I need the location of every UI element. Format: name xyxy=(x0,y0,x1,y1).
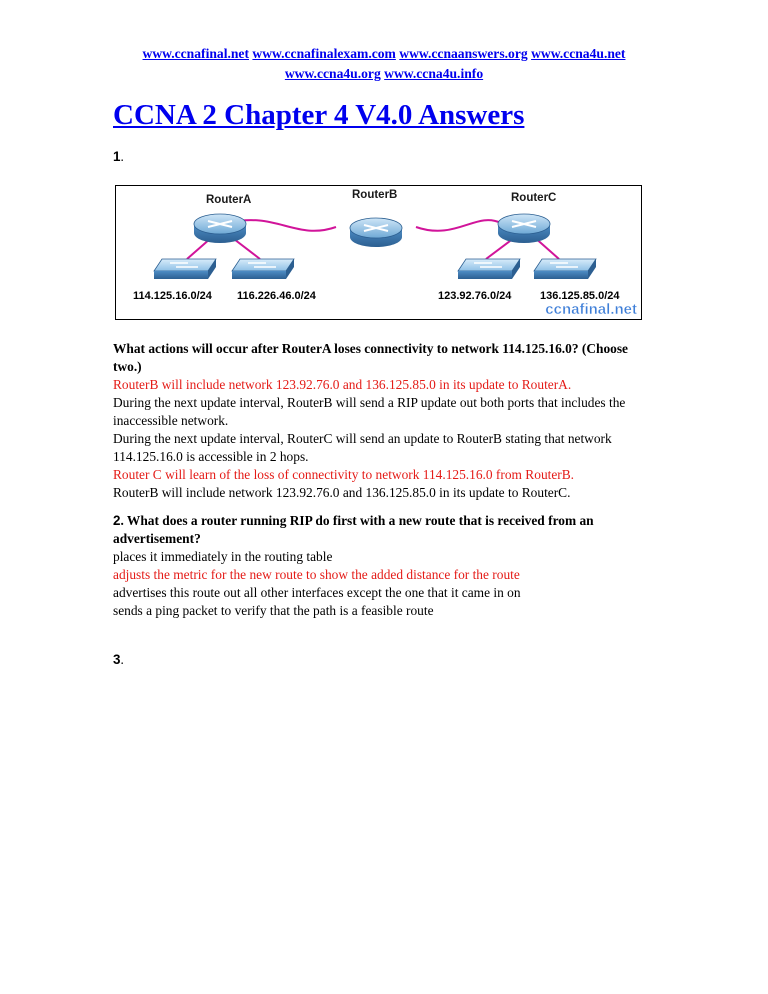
router-c-icon xyxy=(498,214,550,243)
network-topology-figure xyxy=(115,185,642,320)
link-ccnafinal-net[interactable]: www.ccnafinal.net xyxy=(142,46,249,61)
question-3-number-value: 3 xyxy=(113,652,121,667)
question-2-number-suffix: . xyxy=(120,513,127,528)
router-c-label: RouterC xyxy=(511,192,557,204)
link-ccnaanswers-org[interactable]: www.ccnaanswers.org xyxy=(399,46,528,61)
page-title: CCNA 2 Chapter 4 V4.0 Answers xyxy=(113,99,525,131)
header-links-row-1 xyxy=(100,44,668,64)
network-label-2: 116.226.46.0/24 xyxy=(237,290,316,302)
question-2-answer-1: places it immediately in the routing table xyxy=(113,549,333,564)
router-b-icon xyxy=(350,218,402,247)
switch-3-icon xyxy=(458,259,520,279)
link-routerB-routerC xyxy=(416,220,501,231)
link-ccnafinalexam-com[interactable]: www.ccnafinalexam.com xyxy=(252,46,396,61)
question-3-number xyxy=(113,652,124,668)
topology-diagram xyxy=(116,186,641,319)
question-2-stem-text: What does a router running RIP do first with a new route that is received from an advertisement? xyxy=(113,513,594,546)
figure-watermark: ccnafinal.net xyxy=(545,301,637,318)
question-2-number-value: 2 xyxy=(113,513,121,528)
switch-1-icon xyxy=(154,259,216,279)
question-1-answer-3: During the next update interval, RouterC will send an update to RouterB stating that network 114.125.16.0 is accessible in 2 hops. xyxy=(113,431,612,464)
question-1-number xyxy=(113,149,124,165)
router-a-icon xyxy=(194,214,246,243)
header-links xyxy=(100,44,668,84)
question-1-answer-5: RouterB will include network 123.92.76.0 and 136.125.85.0 in its update to RouterC. xyxy=(113,485,571,500)
router-b-label: RouterB xyxy=(352,189,398,201)
question-2-answer-2: adjusts the metric for the new route to show the added distance for the route xyxy=(113,567,520,582)
link-ccna4u-net[interactable]: www.ccna4u.net xyxy=(531,46,626,61)
router-a-label: RouterA xyxy=(206,194,252,206)
header-links-row-2 xyxy=(100,64,668,84)
question-1-answer-4: Router C will learn of the loss of connectivity to network 114.125.16.0 from RouterB. xyxy=(113,467,575,482)
question-2-answer-4: sends a ping packet to verify that the path is a feasible route xyxy=(113,603,434,618)
question-1-stem: What actions will occur after RouterA loses connectivity to network 114.125.16.0? (Choose two.) xyxy=(113,341,628,374)
link-ccna4u-org[interactable]: www.ccna4u.org xyxy=(284,66,381,81)
question-1 xyxy=(113,340,658,502)
network-label-3: 123.92.76.0/24 xyxy=(438,290,512,302)
link-ccna4u-info[interactable]: www.ccna4u.info xyxy=(384,66,484,81)
question-2-answer-3: advertises this route out all other interfaces except the one that it came in on xyxy=(113,585,521,600)
network-label-4: 136.125.85.0/24 xyxy=(540,290,620,302)
question-1-number-suffix: . xyxy=(120,149,124,164)
question-2 xyxy=(113,512,658,620)
question-2-stem xyxy=(113,512,658,548)
switch-2-icon xyxy=(232,259,294,279)
question-1-number-value: 1 xyxy=(113,149,121,164)
question-1-answer-1: RouterB will include network 123.92.76.0 and 136.125.85.0 in its update to RouterA. xyxy=(113,377,572,392)
network-label-1: 114.125.16.0/24 xyxy=(133,290,212,302)
question-3-number-suffix: . xyxy=(120,652,124,667)
switch-4-icon xyxy=(534,259,596,279)
question-1-answer-2: During the next update interval, RouterB will send a RIP update out both ports that includes the inaccessible network. xyxy=(113,395,626,428)
